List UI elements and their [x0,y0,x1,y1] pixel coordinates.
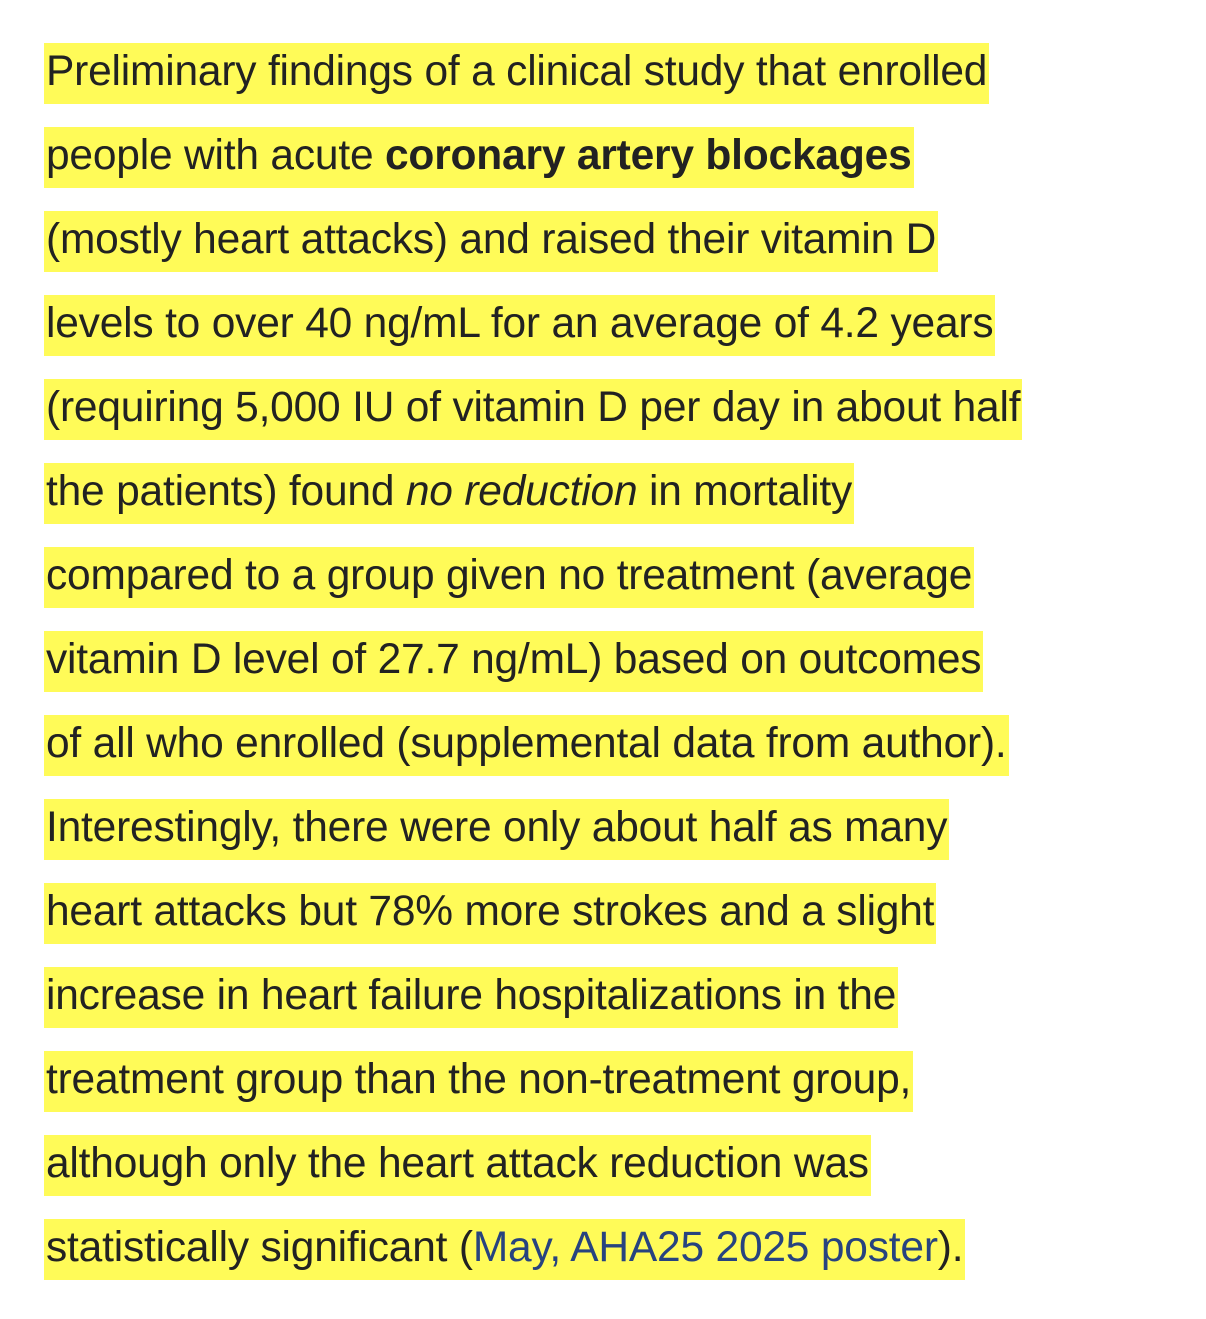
text-line-12: increase in heart failure hospitalizations in the [46,972,897,1019]
article-body [44,30,1174,1290]
text-line-2: people with acute [46,132,385,179]
highlighted-paragraph [44,30,1174,1290]
bold-term: coronary artery blockages [385,132,912,179]
text-line-5: (requiring 5,000 IU of vitamin D per day in about half [46,384,1021,431]
highlight-span [44,43,1022,1280]
text-line-6: the patients) found [46,468,406,515]
text-line-9: of all who enrolled (supplemental data from author). [46,720,1007,767]
text-line-6-end: in mortality [637,468,853,515]
text-line-11: heart attacks but 78% more strokes and a slight [46,888,935,935]
text-line-4: levels to over 40 ng/mL for an average of 4.2 years [46,300,994,347]
text-line-3: (mostly heart attacks) and raised their vitamin D [46,216,937,263]
text-line-1: Preliminary findings of a clinical study that enrolled [46,48,988,95]
text-line-13: treatment group than the non-treatment group, [46,1056,912,1103]
text-line-8: vitamin D level of 27.7 ng/mL) based on outcomes [46,636,982,683]
italic-term: no reduction [405,468,638,515]
text-line-15-end: ). [937,1224,964,1271]
text-line-7: compared to a group given no treatment (average [46,552,973,599]
citation-link[interactable]: May, AHA25 2025 poster [472,1224,938,1271]
text-line-15: statistically significant ( [46,1224,473,1271]
text-line-10: Interestingly, there were only about half as many [46,804,948,851]
text-line-14: although only the heart attack reduction was [46,1140,869,1187]
